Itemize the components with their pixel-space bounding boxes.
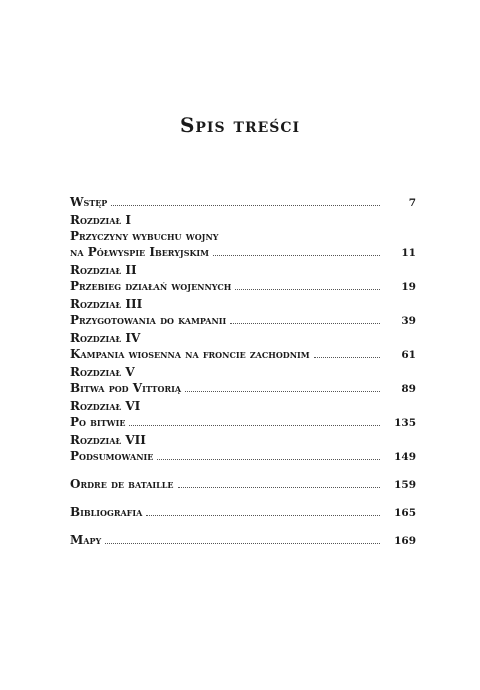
toc-label: Kampania wiosenna na froncie zachodnim (70, 347, 310, 361)
toc-page-number: 89 (401, 383, 416, 395)
toc-chapter-heading: Rozdział IV (70, 331, 141, 345)
toc-chapter-heading: Rozdział II (70, 263, 137, 277)
toc-label-line: Przyczyny wybuchu wojny (70, 229, 219, 243)
toc-entry-chapter-4 (70, 330, 416, 362)
toc-label: na Półwyspie Iberyjskim (70, 245, 210, 259)
dot-leader (178, 478, 380, 488)
toc-row[interactable] (70, 312, 416, 328)
toc-label: Przygotowania do kampanii (70, 313, 227, 327)
dot-leader (213, 246, 380, 256)
toc-row[interactable] (70, 346, 416, 362)
toc-page-number: 11 (401, 247, 416, 259)
toc-label: Przebieg działań wojennych (70, 279, 232, 293)
toc-row[interactable] (70, 476, 416, 492)
toc-entry-wstep (70, 194, 416, 210)
toc-row[interactable] (70, 194, 416, 210)
toc-chapter-heading: Rozdział VII (70, 433, 146, 447)
toc-chapter-heading: Rozdział I (70, 213, 131, 227)
toc-entry-chapter-6 (70, 398, 416, 430)
toc-label: Mapy (70, 533, 102, 547)
toc-entry-chapter-2 (70, 262, 416, 294)
dot-leader (146, 506, 380, 516)
toc-chapter-heading: Rozdział V (70, 365, 135, 379)
toc-entry-chapter-1 (70, 212, 416, 260)
dot-leader (105, 534, 380, 544)
toc-label: Ordre de bataille (70, 477, 174, 491)
toc-page-number: 159 (394, 479, 416, 491)
toc-page-number: 39 (401, 315, 416, 327)
toc-entry-ordre-de-bataille (70, 476, 416, 492)
toc-page-number: 7 (408, 197, 416, 209)
toc-label: Podsumowanie (70, 449, 154, 463)
toc-entry-chapter-7 (70, 432, 416, 464)
toc-page-number: 135 (394, 417, 416, 429)
dot-leader (230, 314, 380, 324)
toc-entry-bibliografia (70, 504, 416, 520)
toc-row[interactable] (70, 278, 416, 294)
toc-row[interactable] (70, 532, 416, 548)
toc-page-number: 61 (401, 349, 416, 361)
toc-entry-chapter-5 (70, 364, 416, 396)
dot-leader (129, 416, 380, 426)
toc-label: Po bitwie (70, 415, 126, 429)
toc-row[interactable] (70, 448, 416, 464)
toc-chapter-heading: Rozdział VI (70, 399, 141, 413)
toc-page-number: 19 (401, 281, 416, 293)
toc-row[interactable] (70, 414, 416, 430)
toc-label: Bitwa pod Vittorią (70, 381, 182, 395)
toc-label: Bibliografia (70, 505, 143, 519)
toc-page-number: 169 (394, 535, 416, 547)
dot-leader (185, 382, 380, 392)
toc-chapter-heading: Rozdział III (70, 297, 143, 311)
table-of-contents (70, 194, 416, 548)
toc-row[interactable] (70, 504, 416, 520)
dot-leader (235, 280, 380, 290)
toc-label: Wstęp (70, 195, 108, 209)
toc-page-number: 165 (394, 507, 416, 519)
toc-page-number: 149 (394, 451, 416, 463)
page-title: Spis treści (179, 113, 301, 137)
toc-entry-chapter-3 (70, 296, 416, 328)
toc-row[interactable] (70, 244, 416, 260)
toc-row[interactable] (70, 380, 416, 396)
dot-leader (157, 450, 380, 460)
toc-entry-mapy (70, 532, 416, 548)
dot-leader (314, 348, 380, 358)
dot-leader (111, 196, 380, 206)
